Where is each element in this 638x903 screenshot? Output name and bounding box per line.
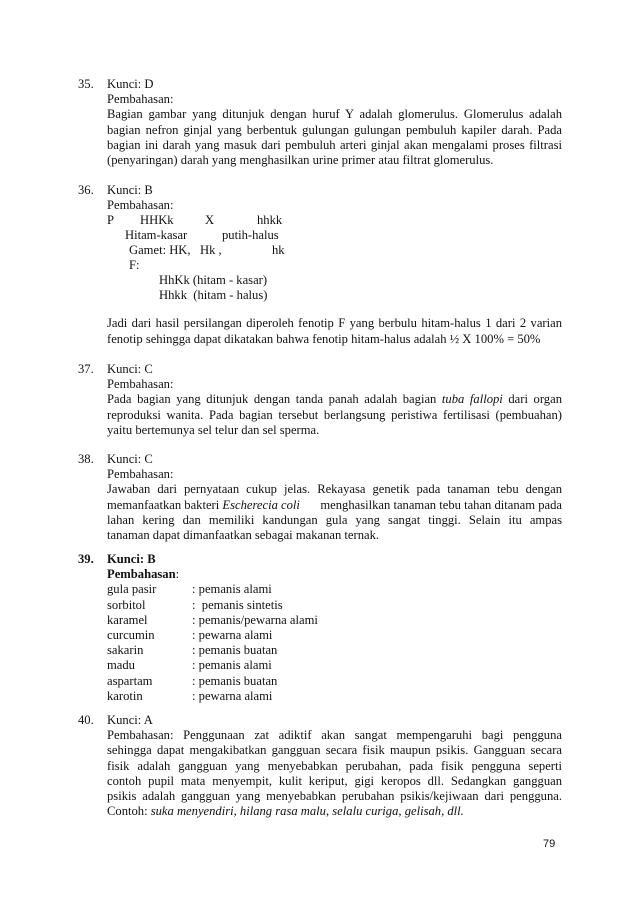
filial-label: F: (129, 258, 140, 273)
parent-label: P (107, 213, 115, 228)
text-line: contoh pupil mata menyempit, kulit keriput, gigi keropos dll. Sedangkan gangguan (107, 773, 562, 788)
text-line: Jadi dari hasil persilangan diperoleh fenotip F yang berbulu hitam-halus 1 dari 2 varian (107, 316, 562, 331)
offspring-row-1 (107, 273, 562, 288)
text-line: Pembahasan: Penggunaan zat adiktif akan sangat mempengaruhi bagi pengguna (107, 728, 562, 743)
offspring-2: Hhkk (hitam - halus) (159, 288, 268, 303)
discussion-label-row (107, 567, 562, 582)
text-line (107, 498, 562, 513)
answer-key: Kunci: D (107, 77, 154, 91)
text-line: reproduksi wanita. Pada bagian tersebut berlangsung peristiwa fertilisasi (pembuahan) (107, 407, 562, 422)
answer-key: Kunci: A (107, 713, 153, 727)
phenotype-2: putih-halus (222, 228, 279, 243)
text-line: lahan kering dan memiliki kandungan gula yang sangat tinggi. Selain itu ampas (107, 512, 562, 527)
item-body (107, 183, 562, 348)
item-number: 40. (78, 713, 94, 727)
filial-label-row (107, 258, 562, 273)
additive-name: curcumin (107, 628, 155, 643)
text-line: (penyaringan) darah yang menghasilkan urine primer atau filtrat glomerulus. (107, 153, 494, 168)
additive-name: sakarin (107, 643, 144, 658)
additive-type: : pemanis alami (192, 582, 272, 597)
item-body (107, 552, 562, 704)
additive-type: : pemanis buatan (192, 643, 278, 658)
additive-type: : pewarna alami (192, 628, 273, 643)
italic-term: Escherecia coli (222, 497, 300, 512)
additive-type: : pemanis buatan (192, 673, 278, 688)
additive-type: : pemanis sintetis (192, 597, 283, 612)
cross-symbol: X (205, 213, 215, 228)
gamete-2: hk (272, 243, 285, 258)
gamete-row (107, 243, 562, 258)
item-body (107, 713, 562, 819)
text-line: tanaman dapat dimanfaatkan sebagai makanan ternak. (107, 528, 380, 543)
additive-type: : pemanis/pewarna alami (192, 612, 318, 627)
item-body (107, 77, 562, 168)
additive-row (107, 598, 562, 613)
parent-genotype-1: HHKk (140, 213, 174, 228)
page-number: 79 (543, 838, 556, 850)
text-segment: dari organ (502, 392, 562, 407)
item-number: 37. (78, 362, 94, 376)
additive-type: : pewarna alami (192, 688, 273, 703)
item-number: 39. (78, 552, 94, 566)
text-segment: Contoh: (107, 804, 151, 819)
text-line: psikis adalah gangguan yang menyebabkan perubahan psikis/kejiwaan dari pengguna. (107, 789, 562, 804)
additive-name: sorbitol (107, 597, 146, 612)
discussion-label: Pembahasan: (107, 198, 174, 213)
additive-row (107, 643, 562, 658)
additive-type: : pemanis alami (192, 658, 272, 673)
answer-key: Kunci: B (107, 552, 156, 566)
additive-row (107, 658, 562, 673)
item-number: 35. (78, 77, 94, 91)
additive-row (107, 582, 562, 597)
phenotype-row (107, 228, 562, 243)
discussion-label: Pembahasan (107, 567, 176, 582)
additive-name: aspartam (107, 673, 153, 688)
text-line: Bagian gambar yang ditunjuk dengan huruf Y adalah glomerulus. Glomerulus adalah (107, 107, 562, 122)
additive-name: karotin (107, 688, 143, 703)
italic-term: tuba fallopi (441, 392, 503, 407)
item-number: 36. (78, 183, 94, 197)
text-line (107, 804, 562, 819)
text-segment: memanfaatkan bakteri (107, 497, 223, 512)
item-body (107, 452, 562, 543)
text-segment: Pada bagian yang ditunjuk dengan tanda panah adalah bagian (107, 392, 442, 407)
discussion-label: Pembahasan: (107, 92, 174, 107)
italic-examples: suka menyendiri, hilang rasa malu, selalu curiga, gelisah, dll. (150, 804, 464, 819)
additive-name: gula pasir (107, 582, 157, 597)
answer-key: Kunci: C (107, 362, 153, 376)
parent-genotype-2: hhkk (257, 213, 283, 228)
text-line: fisik adalah gangguan yang menyebabkan perubahan, pada fisik pengguna seperti (107, 758, 562, 773)
gamete-1: Gamet: HK, Hk , (129, 243, 222, 258)
item-body (107, 362, 562, 438)
additive-name: madu (107, 658, 135, 673)
offspring-1: HhKk (hitam - kasar) (159, 273, 268, 288)
text-line: Jawaban dari pernyataan cukup jelas. Rekayasa genetik pada tanaman tebu dengan (107, 482, 562, 497)
answer-key: Kunci: C (107, 452, 153, 466)
additive-row (107, 628, 562, 643)
additive-row (107, 674, 562, 689)
text-line: bagian nefron ginjal yang berbentuk gulungan gulungan pembuluh kapiler darah. Pada (107, 122, 562, 137)
discussion-label: Pembahasan: (107, 377, 174, 392)
additive-row (107, 613, 562, 628)
discussion-colon: : (175, 567, 180, 582)
text-line: yaitu bertemunya sel telur dan sel sperma. (107, 422, 320, 437)
text-line: bagian ini darah yang masuk dari pembuluh arteri ginjal akan mengalami proses filtrasi (107, 137, 562, 152)
discussion-label: Pembahasan: (107, 467, 174, 482)
answer-key: Kunci: B (107, 183, 153, 197)
text-line (107, 392, 562, 407)
text-line: fenotip sehingga dapat dikatakan bahwa fenotip hitam-halus adalah ½ X 100% = 50% (107, 331, 541, 346)
additive-row (107, 689, 562, 704)
text-line: sehingga dapat mengakibatkan gangguan secara fisik maupun psikis. Gangguan secara (107, 743, 562, 758)
additive-name: karamel (107, 612, 148, 627)
text-segment: menghasilkan tanaman tebu tahan ditanam pada (314, 497, 562, 512)
phenotype-1: Hitam-kasar (125, 228, 188, 243)
offspring-row-2 (107, 288, 562, 303)
cross-parents-row (107, 213, 562, 228)
item-number: 38. (78, 452, 94, 466)
